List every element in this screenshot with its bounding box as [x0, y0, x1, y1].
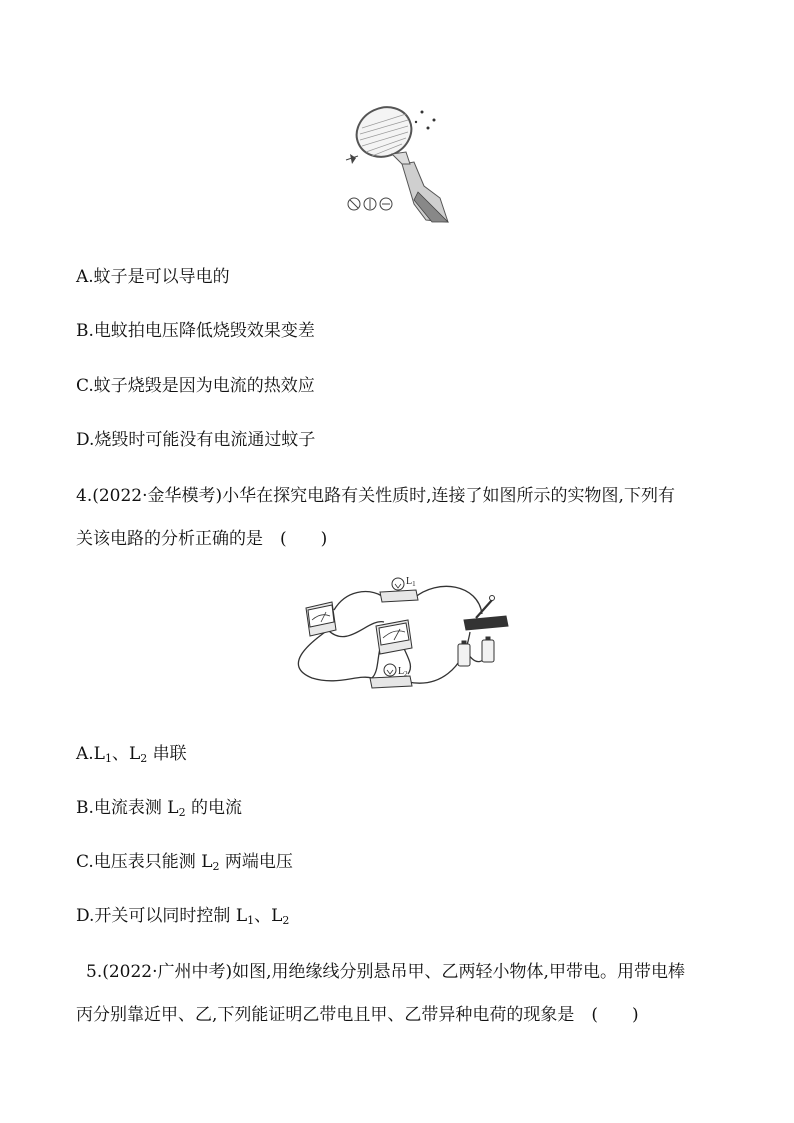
svg-text:L2 — [398, 666, 408, 678]
q4-option-d: D.开关可以同时控制 $L_1$、$L_2$ — [76, 906, 290, 927]
q3-option-a: A.蚊子是可以导电的 — [76, 267, 230, 287]
figure-label-l2-sub: 2 — [404, 670, 408, 678]
mosquito-swatter-figure — [336, 100, 462, 226]
q3-option-b: B.电蚊拍电压降低烧毁效果变差 — [76, 321, 315, 341]
figure-label-l2: L — [398, 666, 405, 677]
q4-option-a: $A.L_1$、$L_2$ 串联 — [76, 744, 187, 765]
q4-stem-line1: 4.(2022·金华模考)小华在探究电路有关性质时,连接了如图所示的实物图,下列有 — [76, 486, 675, 506]
ammeter — [306, 602, 336, 636]
q4-option-c: C.电压表只能测 $L_2$ 两端电压 — [76, 852, 293, 873]
q3-option-c: C.蚊子烧毁是因为电流的热效应 — [76, 376, 315, 396]
q3-option-d: D.烧毁时可能没有电流通过蚊子 — [76, 430, 316, 450]
voltmeter — [376, 620, 412, 654]
figure-label-l1: L — [406, 576, 413, 587]
svg-text:L1 — [406, 576, 416, 588]
q5-stem-line1: 5.(2022·广州中考)如图,用绝缘线分别悬吊甲、乙两轻小物体,甲带电。用带电棒 — [86, 962, 685, 982]
q4-option-b: B.电流表测 $L_2$ 的电流 — [76, 798, 242, 819]
circuit-figure — [288, 574, 514, 696]
switch — [464, 596, 508, 631]
figure-label-l1-sub: 1 — [412, 580, 416, 588]
q5-stem-line2: 丙分别靠近甲、乙,下列能证明乙带电且甲、乙带异种电荷的现象是 ( ) — [76, 1005, 639, 1025]
q4-stem-line2: 关该电路的分析正确的是 ( ) — [76, 529, 328, 549]
